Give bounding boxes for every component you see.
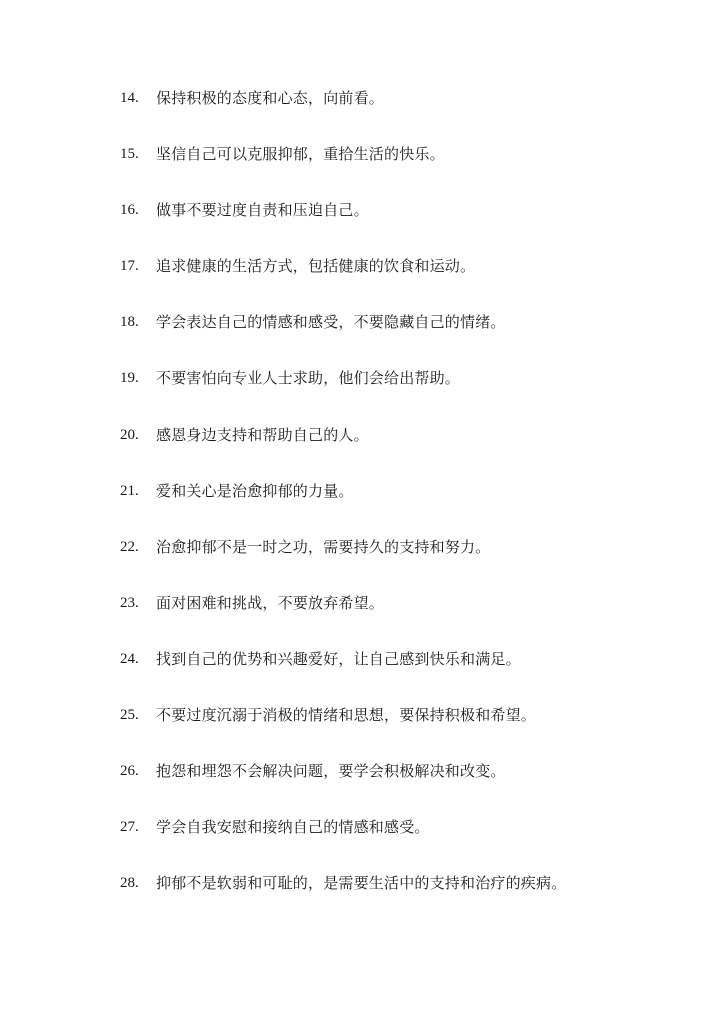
item-number: 22. — [120, 538, 139, 555]
item-text: 爱和关心是治愈抑郁的力量。 — [156, 481, 354, 500]
list-item — [120, 85, 566, 141]
item-text: 做事不要过度自责和压迫自己。 — [156, 201, 369, 220]
list-item — [120, 141, 566, 197]
list-item — [120, 590, 566, 646]
item-number: 27. — [120, 819, 139, 836]
item-text: 不要害怕向专业人士求助，他们会给出帮助。 — [156, 369, 461, 388]
item-text: 学会表达自己的情感和感受，不要隐藏自己的情绪。 — [156, 313, 506, 332]
item-number: 18. — [120, 314, 139, 331]
item-number: 25. — [120, 707, 139, 724]
item-number: 26. — [120, 763, 139, 780]
list-item — [120, 534, 566, 590]
item-text: 坚信自己可以克服抑郁，重拾生活的快乐。 — [156, 145, 445, 164]
item-number: 19. — [120, 370, 139, 387]
item-text: 感恩身边支持和帮助自己的人。 — [156, 425, 369, 444]
item-number: 23. — [120, 594, 139, 611]
item-text: 面对困难和挑战，不要放弃希望。 — [156, 593, 385, 612]
list-item — [120, 309, 566, 365]
list-item — [120, 646, 566, 702]
item-number: 28. — [120, 875, 139, 892]
list-item — [120, 365, 566, 421]
item-text: 追求健康的生活方式，包括健康的饮食和运动。 — [156, 257, 476, 276]
list-item — [120, 758, 566, 814]
item-number: 14. — [120, 90, 139, 106]
list-item — [120, 197, 566, 253]
list-item — [120, 253, 566, 309]
numbered-list — [120, 85, 566, 926]
item-text: 找到自己的优势和兴趣爱好，让自己感到快乐和满足。 — [156, 649, 521, 668]
item-number: 21. — [120, 482, 139, 499]
item-number: 20. — [120, 426, 139, 443]
item-text: 学会自我安慰和接纳自己的情感和感受。 — [156, 818, 430, 837]
list-item — [120, 702, 566, 758]
item-text: 不要过度沉溺于消极的情绪和思想，要保持积极和希望。 — [156, 706, 537, 725]
item-text: 治愈抑郁不是一时之功，需要持久的支持和努力。 — [156, 537, 491, 556]
item-number: 16. — [120, 202, 139, 219]
list-item — [120, 814, 566, 870]
item-text: 保持积极的态度和心态，向前看。 — [156, 89, 385, 107]
list-item — [120, 870, 566, 926]
item-text: 抑郁不是软弱和可耻的，是需要生活中的支持和治疗的疾病。 — [156, 874, 567, 893]
list-item — [120, 478, 566, 534]
item-number: 15. — [120, 146, 139, 163]
item-number: 17. — [120, 258, 139, 275]
list-item — [120, 422, 566, 478]
item-text: 抱怨和埋怨不会解决问题，要学会积极解决和改变。 — [156, 762, 506, 781]
item-number: 24. — [120, 650, 139, 667]
